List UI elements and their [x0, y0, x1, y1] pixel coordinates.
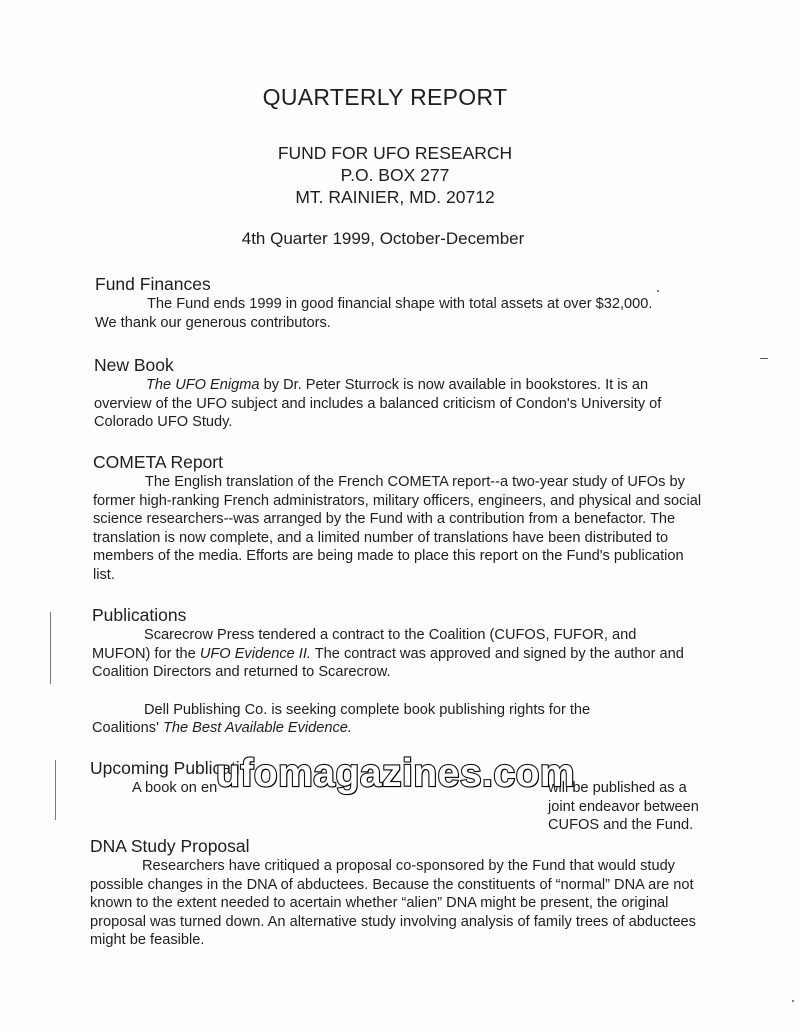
org-address [0, 142, 790, 208]
section-new-book [94, 354, 706, 432]
new-book-text: by Dr. Peter Sturrock is now available in bookstores. It is an overview of the UFO subject and includes a balanced criticism of Condon's University of Colorado UFO Study. [94, 377, 662, 431]
publications-text: Scarecrow Press tendered a contract to the Coalition (CUFOS, FUFOR, and MUFON) for the [92, 627, 637, 662]
report-period: 4th Quarter 1999, October-December [241, 229, 525, 248]
report-title: QUARTERLY REPORT [262, 84, 508, 110]
section-heading: DNA Study Proposal [90, 836, 250, 856]
publications-text: Dell Publishing Co. is seeking complete book publishing rights for the Coalitions' [92, 701, 591, 737]
section-heading: Publications [92, 605, 187, 625]
scan-speck [792, 1000, 794, 1002]
watermark-logo: ufomagazines.com [216, 752, 576, 795]
section-body: Researchers have critiqued a proposal co-sponsored by the Fund that would study possible changes in the DNA of abductees. Because the constituents of “normal” DNA are not known to the extent needed to acertain whether “alien” DNA might be present, the original proposal was turned down. An alternative study involving analysis of family trees of abductees might be feasible. [90, 858, 696, 949]
publications-text: The contract was approved and signed by the author and Coalition Directors and returned to Scarecrow. [92, 645, 684, 681]
section-heading: New Book [94, 355, 174, 375]
section-heading: COMETA Report [93, 452, 223, 472]
book-title: The Best Available Evidence. [162, 720, 352, 737]
book-title: The UFO Enigma [146, 377, 260, 393]
margin-mark [55, 760, 56, 820]
publications-paragraph-1 [92, 626, 684, 682]
scan-speck [760, 358, 768, 359]
publications-paragraph-2 [92, 701, 632, 738]
margin-mark [50, 612, 51, 684]
finances-line-2: We thank our generous contributors. [95, 314, 331, 331]
section-body [95, 295, 705, 332]
section-cometa-report [93, 451, 705, 585]
section-publications [92, 604, 684, 738]
org-name: FUND FOR UFO RESEARCH [277, 143, 513, 163]
scan-speck [657, 290, 659, 292]
section-heading: Fund Finances [95, 274, 211, 294]
section-heading: Upcoming Publicati [90, 758, 240, 778]
upcoming-text-start: A book on en [132, 780, 218, 796]
section-body: The English translation of the French COMETA report--a two-year study of UFOs by former high-ranking French administrators, military officers, engineers, and physical and social science researchers--was arranged by the Fund with a contribution from a benefactor. The translation is now complete, and a limited number of translations have been distributed to members of the media. Efforts are being made to place this report on the Fund's publication list. [93, 474, 702, 583]
finances-line-1: The Fund ends 1999 in good financial shape with total assets at over $32,000. [147, 296, 653, 312]
section-body [94, 376, 706, 432]
section-fund-finances [95, 273, 705, 332]
section-dna-study-proposal [90, 835, 708, 950]
org-po-box: P.O. BOX 277 [340, 165, 450, 185]
book-title: UFO Evidence II. [199, 645, 311, 662]
org-city: MT. RAINIER, MD. 20712 [295, 187, 495, 207]
upcoming-text-end: will be published as a joint endeavor between CUFOS and the Fund. [548, 780, 699, 834]
